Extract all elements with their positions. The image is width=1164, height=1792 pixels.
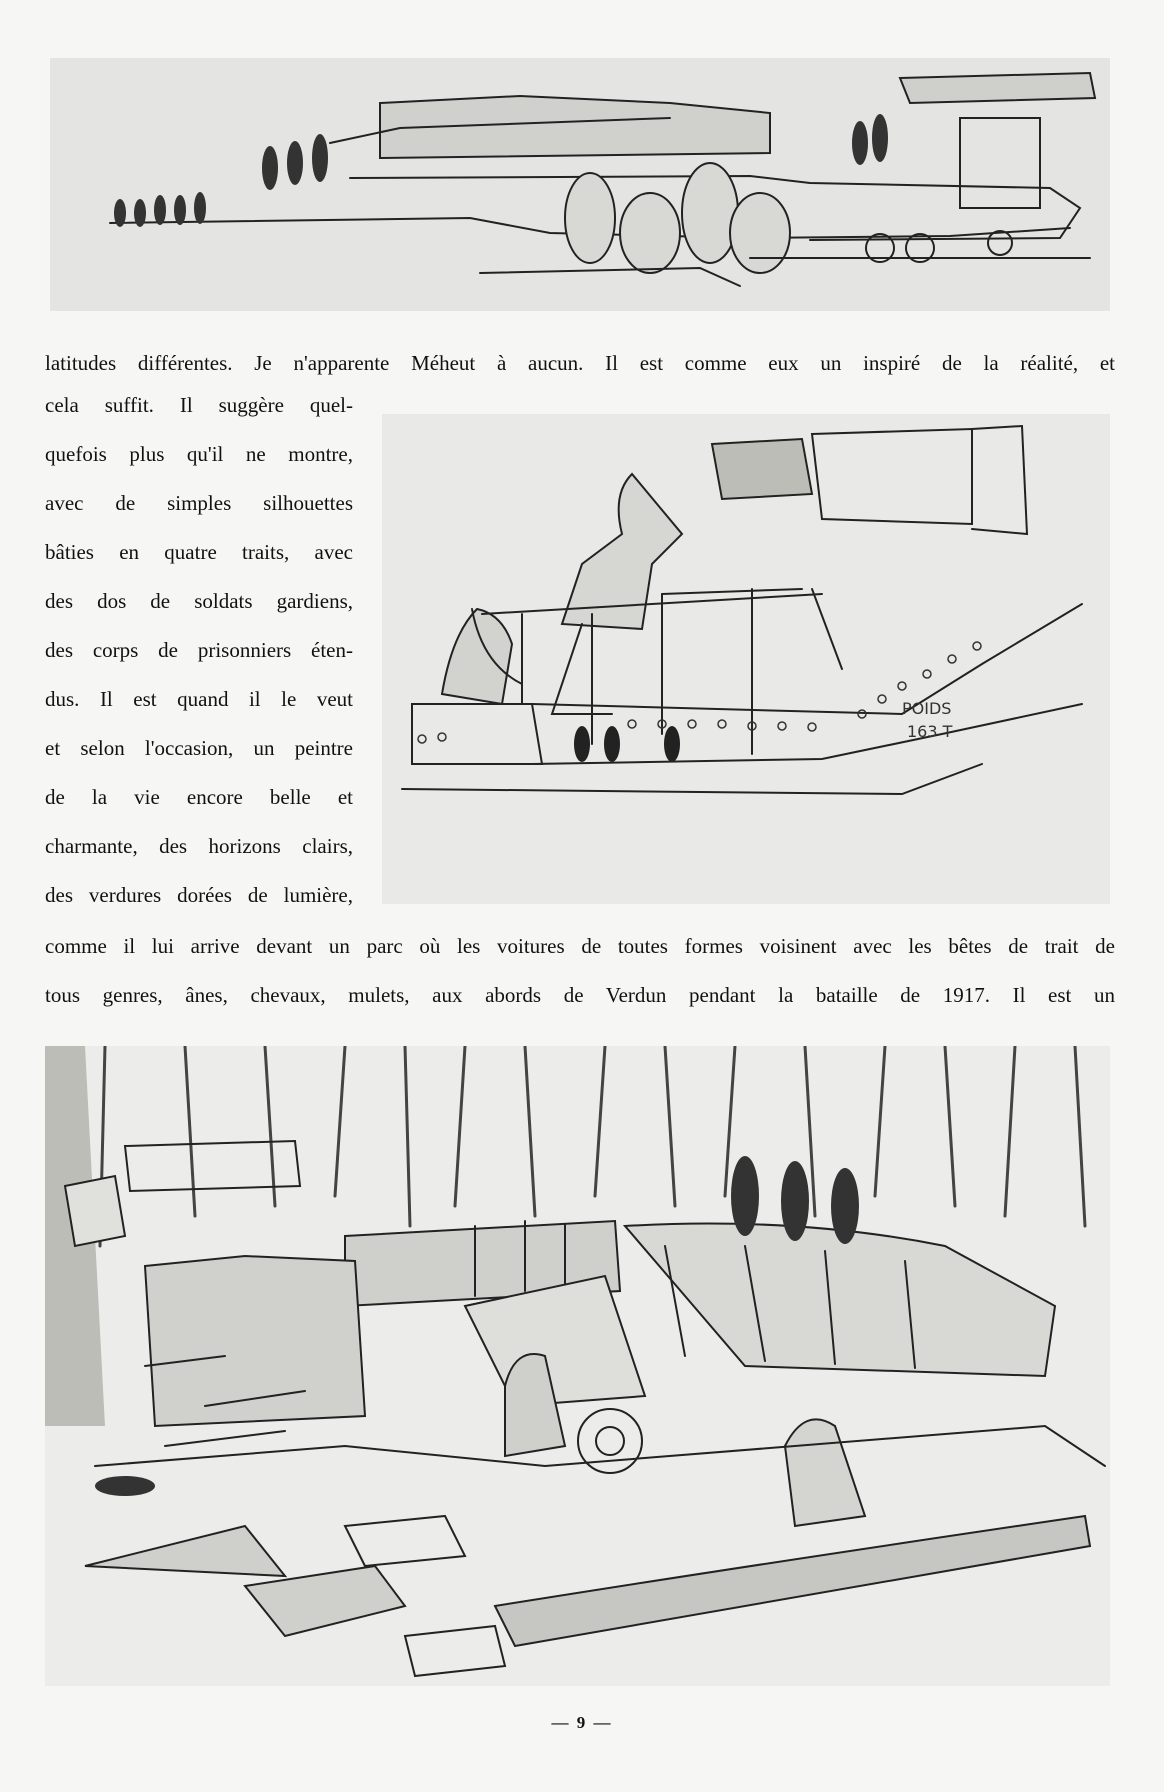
text-line: des dos de soldats gardiens,: [45, 589, 353, 613]
text-line: et selon l'occasion, un peintre: [45, 736, 353, 760]
text-line: des corps de prisonniers éten-: [45, 638, 353, 662]
paragraph-line-2: comme il lui arrive devant un parc où les voitures de toutes formes voisinent avec les bêtes de trait de: [45, 934, 1115, 958]
text-line: des verdures dorées de lumière,: [45, 883, 353, 907]
text-line: avec de simples silhouettes: [45, 491, 353, 515]
text-line: dus. Il est quand il le veut: [45, 687, 353, 711]
sketch-artillery-train: [50, 58, 1110, 311]
text-line: de la vie encore belle et: [45, 785, 353, 809]
annotation-poids: POIDS: [902, 699, 952, 718]
text-line: charmante, des horizons clairs,: [45, 834, 353, 858]
text-line: cela suffit. Il suggère quel-: [45, 393, 353, 417]
sketch-forest-cannon: [45, 1046, 1110, 1686]
paragraph-line-1: latitudes différentes. Je n'apparente Méheut à aucun. Il est comme eux un inspiré de la réalité, et: [45, 351, 1115, 375]
paragraph-line-3: tous genres, ânes, chevaux, mulets, aux abords de Verdun pendant la bataille de 1917. Il est un: [45, 983, 1115, 1007]
page-number: — 9 —: [551, 1713, 613, 1732]
sketch-gun-carriage: [382, 414, 1110, 904]
text-line: quefois plus qu'il ne montre,: [45, 442, 353, 466]
text-line: bâties en quatre traits, avec: [45, 540, 353, 564]
annotation-weight: 163 T: [907, 722, 953, 741]
paragraph-column: [45, 381, 353, 920]
